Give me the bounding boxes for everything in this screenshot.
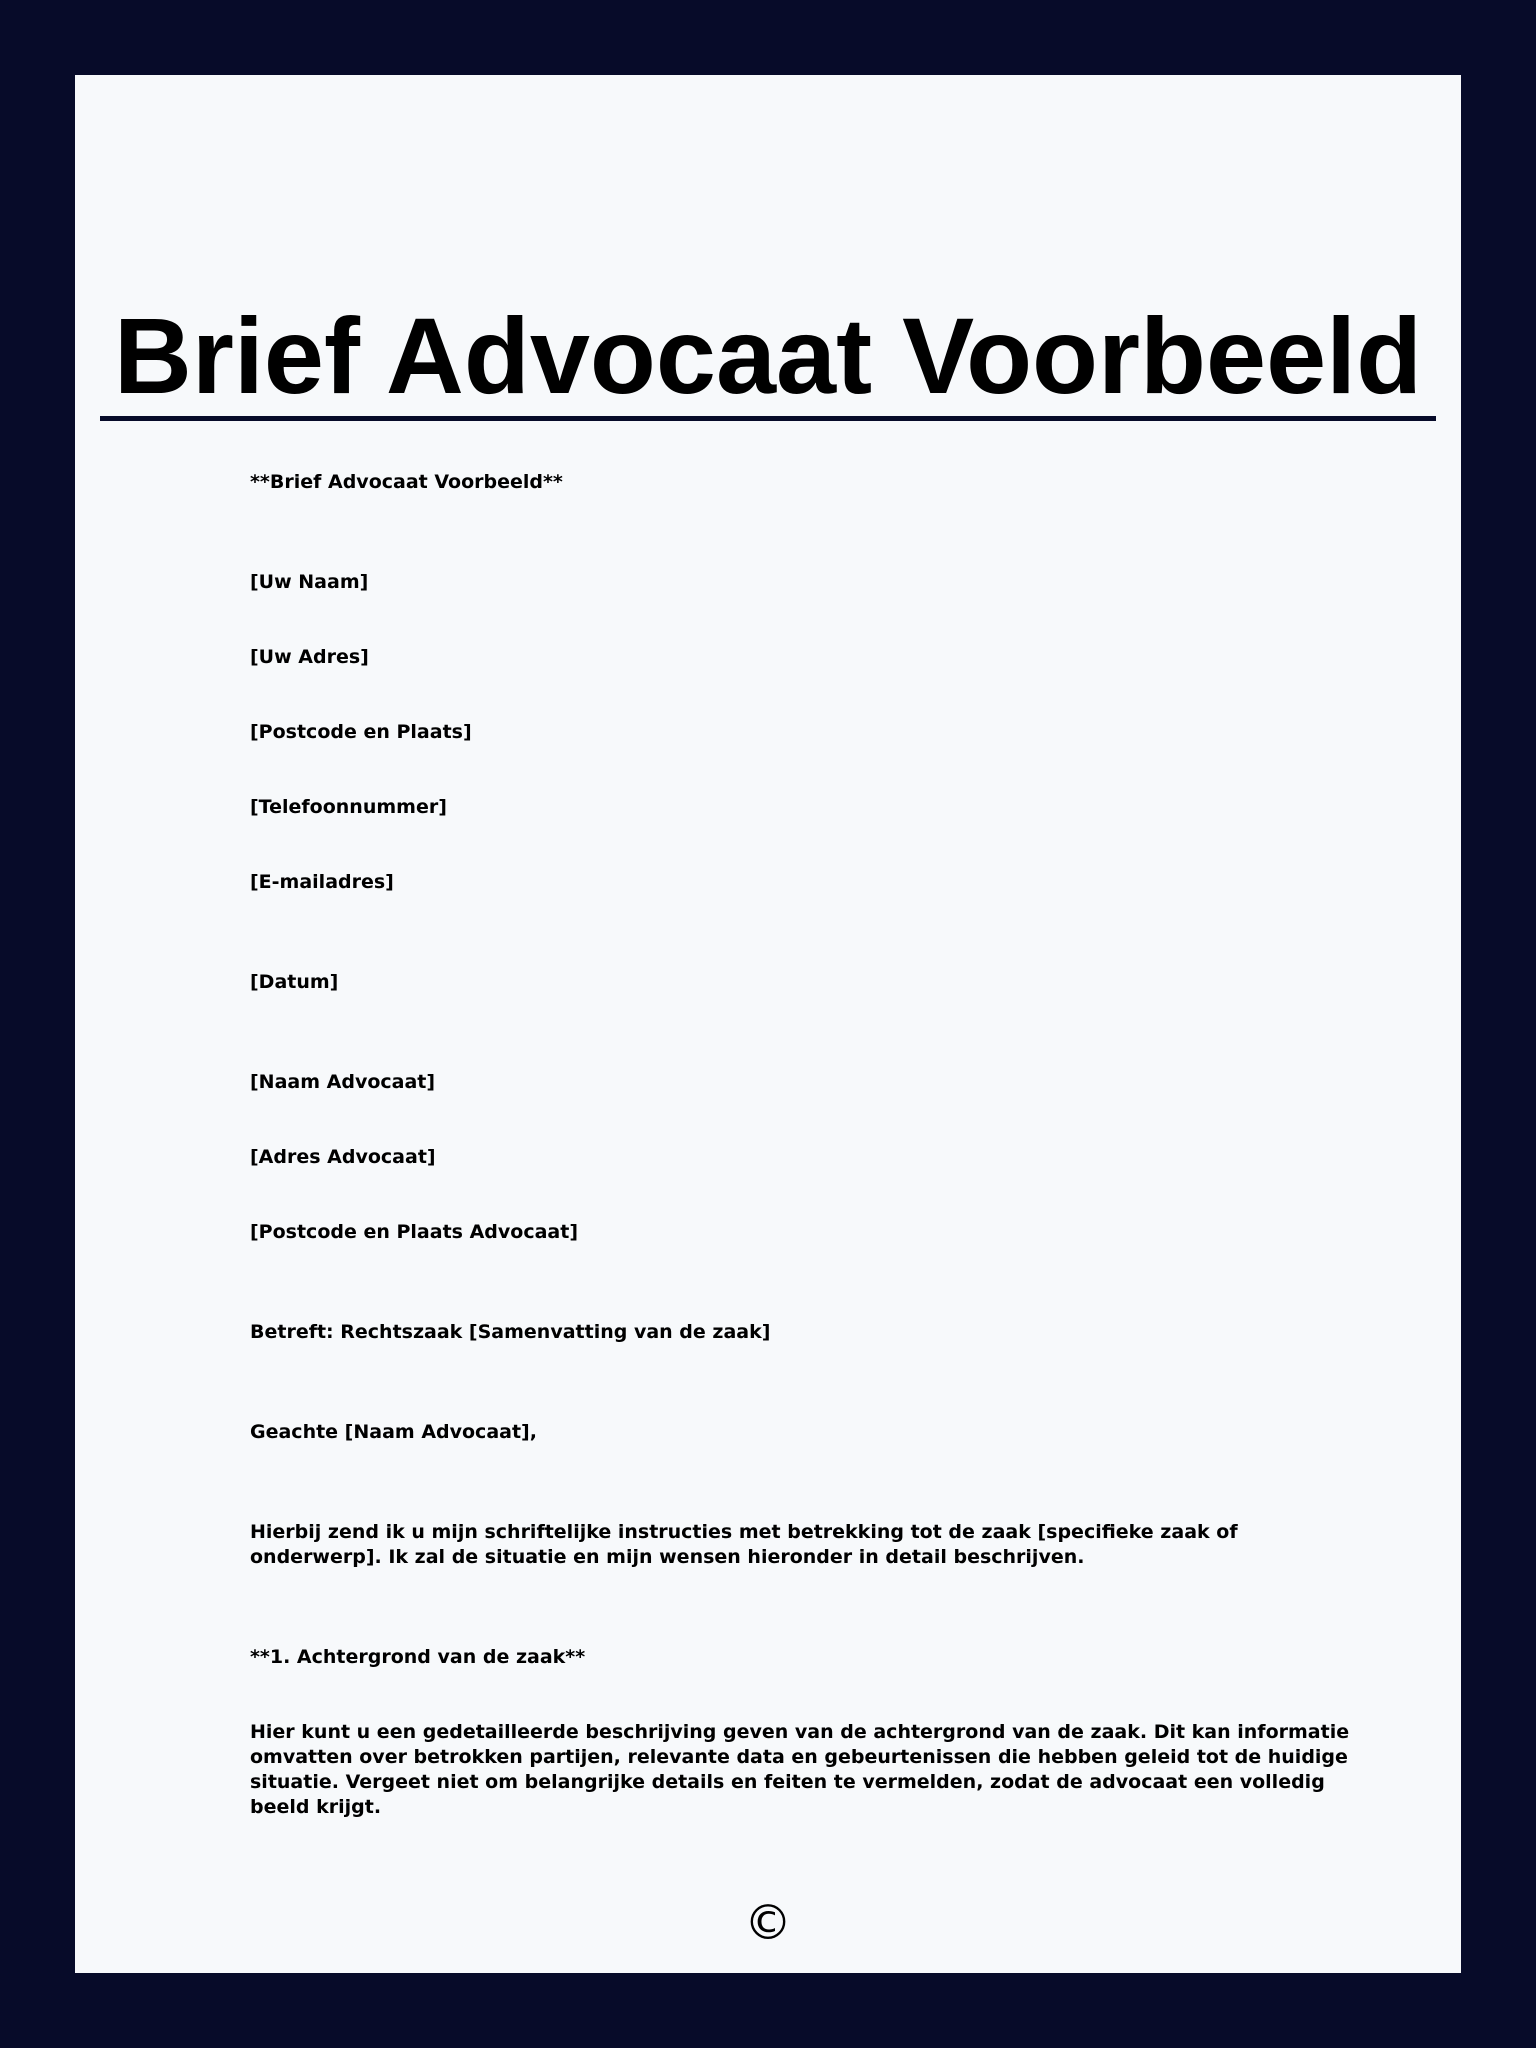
- sender-phone: [Telefoonnummer]: [250, 796, 447, 818]
- sender-name: [Uw Naam]: [250, 571, 369, 593]
- letter-date: [Datum]: [250, 971, 339, 993]
- letter-salutation: Geachte [Naam Advocaat],: [250, 1421, 537, 1443]
- document-title: Brief Advocaat Voorbeeld: [113, 295, 1423, 416]
- recipient-name: [Naam Advocaat]: [250, 1071, 436, 1093]
- sender-address: [Uw Adres]: [250, 646, 369, 668]
- letter-heading: **Brief Advocaat Voorbeeld**: [250, 471, 563, 493]
- sender-postcode-city: [Postcode en Plaats]: [250, 721, 472, 743]
- section-1-paragraph: Hier kunt u een gedetailleerde beschrijving geven van de achtergrond van de zaak. Dit kan informatie omvatten over betrokken partijen, relevante data en gebeurtenissen die hebben geleid tot de huidige situatie. Vergeet niet om belangrijke details en feiten te vermelden, zodat de advocaat een volledig beeld krijgt.: [250, 1721, 1350, 1818]
- sender-email: [E-mailadres]: [250, 871, 394, 893]
- section-1-heading: **1. Achtergrond van de zaak**: [250, 1646, 586, 1668]
- recipient-postcode-city: [Postcode en Plaats Advocaat]: [250, 1221, 579, 1243]
- letter-intro-paragraph: Hierbij zend ik u mijn schriftelijke instructies met betrekking tot de zaak [specifieke zaak of onderwerp]. Ik zal de situatie en mijn wensen hieronder in detail beschrijven.: [250, 1521, 1238, 1568]
- copyright-icon: ©: [744, 1895, 792, 1951]
- document-page: [75, 75, 1461, 1973]
- title-divider: [100, 416, 1436, 421]
- letter-subject: Betreft: Rechtszaak [Samenvatting van de zaak]: [250, 1321, 771, 1343]
- recipient-address: [Adres Advocaat]: [250, 1146, 436, 1168]
